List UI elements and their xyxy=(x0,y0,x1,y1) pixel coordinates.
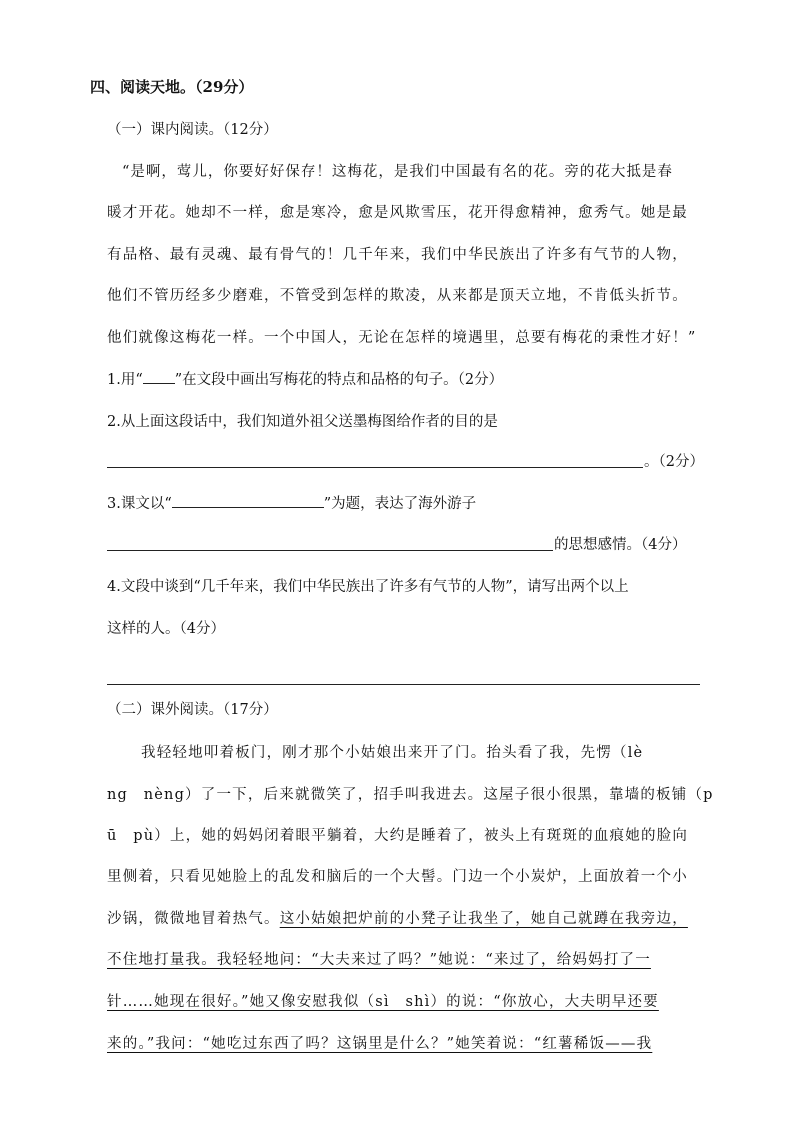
answer-line-q4[interactable] xyxy=(107,684,700,685)
question-3-prefix: 3.课文以“ xyxy=(107,496,172,512)
question-1 xyxy=(107,368,503,389)
question-2-end: 。（2分） xyxy=(644,454,704,470)
part1-passage-line: 他们不管历经多少磨难，不管受到怎样的欺凌，从来都是顶天立地，不肯低头折节。 xyxy=(107,288,688,304)
question-4-line: 这样的人。（4分） xyxy=(107,621,225,637)
part2-passage-plain: 沙锅，微微地冒着热气。 xyxy=(107,911,280,927)
underlined-sentence: 来的。”我问：“她吃过东西了吗？这锅里是什么？”她笑着说：“红薯稀饭——我 xyxy=(107,1036,653,1052)
question-4-line: 4.文段中谈到“几千年来，我们中华民族出了许多有气节的人物”，请写出两个以上 xyxy=(107,579,629,595)
question-1-blank[interactable] xyxy=(143,369,175,384)
part1-passage-line: “是啊，莺儿，你要好好保存！这梅花，是我们中国最有名的花。旁的花大抵是春 xyxy=(122,164,673,180)
underlined-sentence: 不住地打量我。我轻轻地问：“大夫来过了吗？”她说：“来过了，给妈妈打了一 xyxy=(107,952,651,968)
answer-line-q2[interactable] xyxy=(107,467,643,468)
underlined-sentence: 针……她现在很好。”她又像安慰我似（sì shì）的说：“你放心，大夫明早还要 xyxy=(107,994,659,1010)
part1-passage-line: 暖才开花。她却不一样，愈是寒冷，愈是风欺雪压，花开得愈精神，愈秀气。她是最 xyxy=(107,205,688,221)
part1-passage-line: 他们就像这梅花一样。一个中国人，无论在怎样的境遇里，总要有梅花的秉性才好！” xyxy=(107,330,697,346)
part1-title: （一）课内阅读。（12分） xyxy=(107,122,278,138)
part1-passage-line: 有品格、最有灵魂、最有骨气的！几千年来，我们中华民族出了许多有气节的人物， xyxy=(107,247,688,263)
part2-passage-line xyxy=(107,907,688,928)
part2-passage-line: 里侧着，只看见她脸上的乱发和脑后的一个大髻。门边一个小炭炉，上面放着一个小 xyxy=(107,869,688,885)
question-3-end: 的思想感情。（4分） xyxy=(554,537,687,553)
question-3-mid: ”为题，表达了海外游子 xyxy=(323,496,477,512)
question-3-blank[interactable] xyxy=(172,493,324,508)
question-2: 2.从上面这段话中，我们知道外祖父送墨梅图给作者的目的是 xyxy=(107,414,498,430)
part2-passage-line: ū pù）上，她的妈妈闭着眼平躺着，大约是睡着了，被头上有斑斑的血痕她的脸向 xyxy=(107,828,689,844)
part2-title: （二）课外阅读。（17分） xyxy=(107,702,278,718)
question-1-suffix: ”在文段中画出写梅花的特点和品格的句子。（2分） xyxy=(174,372,504,388)
part2-passage-line: ng nèng）了一下，后来就微笑了，招手叫我进去。这屋子很小很黑，靠墙的板铺（p xyxy=(107,787,714,803)
part2-passage-line: 我轻轻地叩着板门，刚才那个小姑娘出来开了门。抬头看了我，先愣（lè xyxy=(141,745,644,761)
question-3 xyxy=(107,492,476,513)
section-title: 四、阅读天地。（29分） xyxy=(90,78,254,96)
question-1-prefix: 1.用“ xyxy=(107,372,143,388)
answer-line-q3[interactable] xyxy=(107,550,553,551)
underlined-sentence: 这小姑娘把炉前的小凳子让我坐了，她自己就蹲在我旁边， xyxy=(279,911,688,927)
